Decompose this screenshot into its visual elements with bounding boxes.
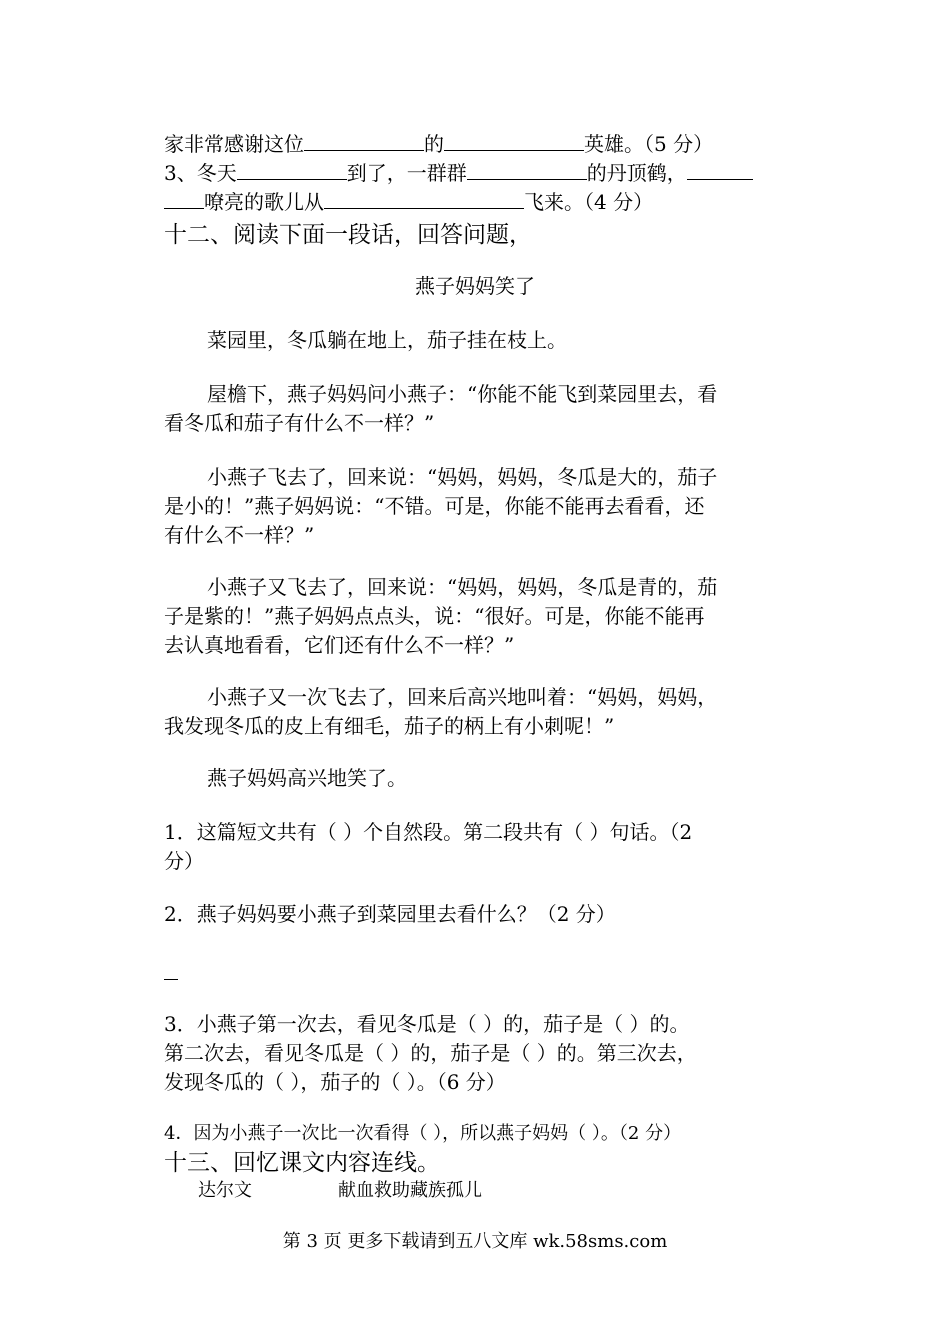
match-right-item[interactable]: 献血救助藏族孤儿 <box>338 1180 482 1201</box>
passage-title: 燕子妈妈笑了 <box>415 274 535 298</box>
question-3-line-2: 第二次去，看见冬瓜是（ ）的，茄子是（ ）的。第三次去， <box>164 1041 697 1065</box>
answer-blank[interactable] <box>467 159 587 180</box>
section-13-heading: 十三、回忆课文内容连线。 <box>164 1150 440 1176</box>
text: 嘹亮的歌儿从 <box>204 190 324 214</box>
paragraph-2-line-2: 看冬瓜和茄子有什么不一样？” <box>164 411 435 435</box>
fill-line-1 <box>164 130 713 158</box>
answer-blank[interactable] <box>324 188 524 209</box>
paragraph-4-line-1: 小燕子又飞去了，回来说：“妈妈，妈妈，冬瓜是青的，茄 <box>207 575 718 599</box>
question-1-line-2: 分） <box>164 849 204 873</box>
text: 的 <box>424 132 444 156</box>
fill-line-2 <box>164 159 753 187</box>
section-12-heading: 十二、阅读下面一段话，回答问题， <box>164 222 532 248</box>
text: 家非常感谢这位 <box>164 132 304 156</box>
paragraph-1: 菜园里，冬瓜躺在地上，茄子挂在枝上。 <box>207 328 567 352</box>
paragraph-5-line-2: 我发现冬瓜的皮上有细毛，茄子的柄上有小刺呢！” <box>164 714 615 738</box>
answer-blank[interactable] <box>444 130 584 151</box>
answer-blank[interactable] <box>237 159 347 180</box>
text: 3、冬天 <box>164 161 237 185</box>
paragraph-2-line-1: 屋檐下，燕子妈妈问小燕子：“你能不能飞到菜园里去，看 <box>207 382 718 406</box>
paragraph-6: 燕子妈妈高兴地笑了。 <box>207 766 407 790</box>
answer-line[interactable] <box>164 979 178 980</box>
paragraph-4-line-2: 子是紫的！”燕子妈妈点点头，说：“很好。可是，你能不能再 <box>164 604 705 628</box>
paragraph-3-line-3: 有什么不一样？” <box>164 523 315 547</box>
answer-blank[interactable] <box>164 188 204 209</box>
question-3-line-3: 发现冬瓜的（ ），茄子的（ ）。（6 分） <box>164 1070 506 1094</box>
question-2: 2．燕子妈妈要小燕子到菜园里去看什么？（2 分） <box>164 902 616 926</box>
question-4: 4．因为小燕子一次比一次看得（ ），所以燕子妈妈（ ）。（2 分） <box>164 1123 682 1144</box>
question-3-line-1: 3．小燕子第一次去，看见冬瓜是（ ）的，茄子是（ ）的。 <box>164 1012 690 1036</box>
paragraph-4-line-3: 去认真地看看，它们还有什么不一样？” <box>164 633 515 657</box>
text: 飞来。（4 分） <box>524 190 654 214</box>
paragraph-5-line-1: 小燕子又一次飞去了，回来后高兴地叫着：“妈妈，妈妈， <box>207 685 718 709</box>
text: 英雄。（5 分） <box>584 132 714 156</box>
fill-line-3 <box>164 188 653 216</box>
answer-blank[interactable] <box>687 159 753 180</box>
paragraph-3-line-2: 是小的！”燕子妈妈说：“不错。可是，你能不能再去看看，还 <box>164 494 705 518</box>
text: 的丹顶鹤， <box>586 161 687 185</box>
text: 到了，一群群 <box>346 161 467 185</box>
answer-blank[interactable] <box>304 130 424 151</box>
question-1-line-1: 1．这篇短文共有（ ）个自然段。第二段共有（ ）句话。（2 <box>164 820 693 844</box>
match-left-item[interactable]: 达尔文 <box>198 1180 252 1201</box>
paragraph-3-line-1: 小燕子飞去了，回来说：“妈妈，妈妈，冬瓜是大的，茄子 <box>207 465 718 489</box>
page-footer: 第 3 页 更多下载请到五八文库 wk.58sms.com <box>282 1231 668 1252</box>
